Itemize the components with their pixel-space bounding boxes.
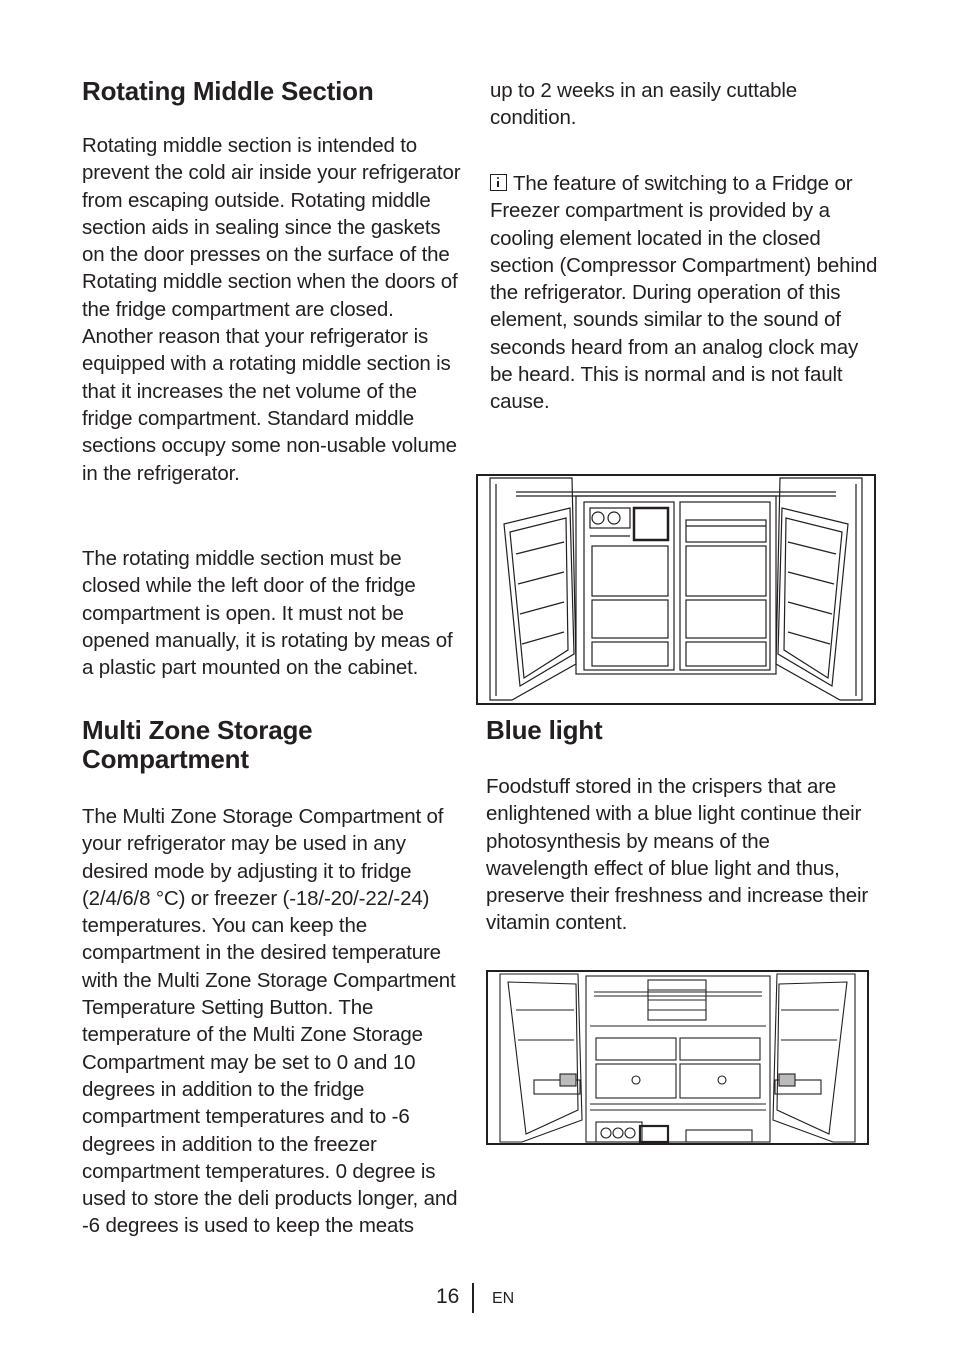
page-number: 16 [436,1285,460,1308]
fridge-crispers-illustration [486,970,869,1145]
multizone-paragraph: The Multi Zone Storage Compartment of your refrigerator may be used in any desired mode by adjusting it to fridge (2/4/6/8 °C) or freezer (-18/-20/-22/-24) temperatures. You can keep the compartment in the desired temperature with the Multi Zone Storage Compartment Temperature Setting Button. The temperature of the Multi Zone Storage Compartment may be set to 0 and 10 degrees in addition to the fridge compartment temperatures and to -6 degrees in addition to the freezer compartment temperatures. 0 degree is used to store the deli products longer, and -6 degrees is used to keep the meats [82,805,458,1238]
language-code: EN [492,1290,515,1307]
info-note-text: The feature of switching to a Fridge or Freezer compartment is provided by a cooling element located in the closed section (Compressor Compartment) behind the refrigerator. During operation of this element, sounds similar to the sound of seconds heard from an analog clock may be heard. This is normal and is not fault cause. [490,172,878,414]
rotating-section-paragraph-1: Rotating middle section is intended to prevent the cold air inside your refrigerator from escaping outside. Rotating middle section aids in sealing since the gaskets on the door presses on the surface of the Rotating middle section when the doors of the fridge compartment are closed. Another reason that your refrigerator is equipped with a rotating middle section is that it increases the net volume of the fridge compartment. Standard middle sections occupy some non-usable volume in the refrigerator. [82,134,461,485]
rotating-section-paragraph-2: The rotating middle section must be closed while the left door of the fridge compartment is open. It must not be opened manually, it is rotating by meas of a plastic part mounted on the cabinet. [82,547,453,680]
rotating-section-heading: Rotating Middle Section [82,76,374,106]
info-note [490,170,880,416]
bluelight-paragraph: Foodstuff stored in the crispers that are enlightened with a blue light continue their photosynthesis by means of the wavelength effect of blue light and thus, preserve their freshness and increase their vitamin content. [486,775,869,935]
info-icon [490,174,507,191]
multizone-heading: Multi Zone Storage Compartment [82,715,313,774]
bluelight-heading: Blue light [486,715,603,745]
multizone-paragraph-continued: up to 2 weeks in an easily cuttable condition. [490,79,797,130]
footer-divider [472,1283,474,1313]
fridge-open-doors-illustration [476,474,876,705]
